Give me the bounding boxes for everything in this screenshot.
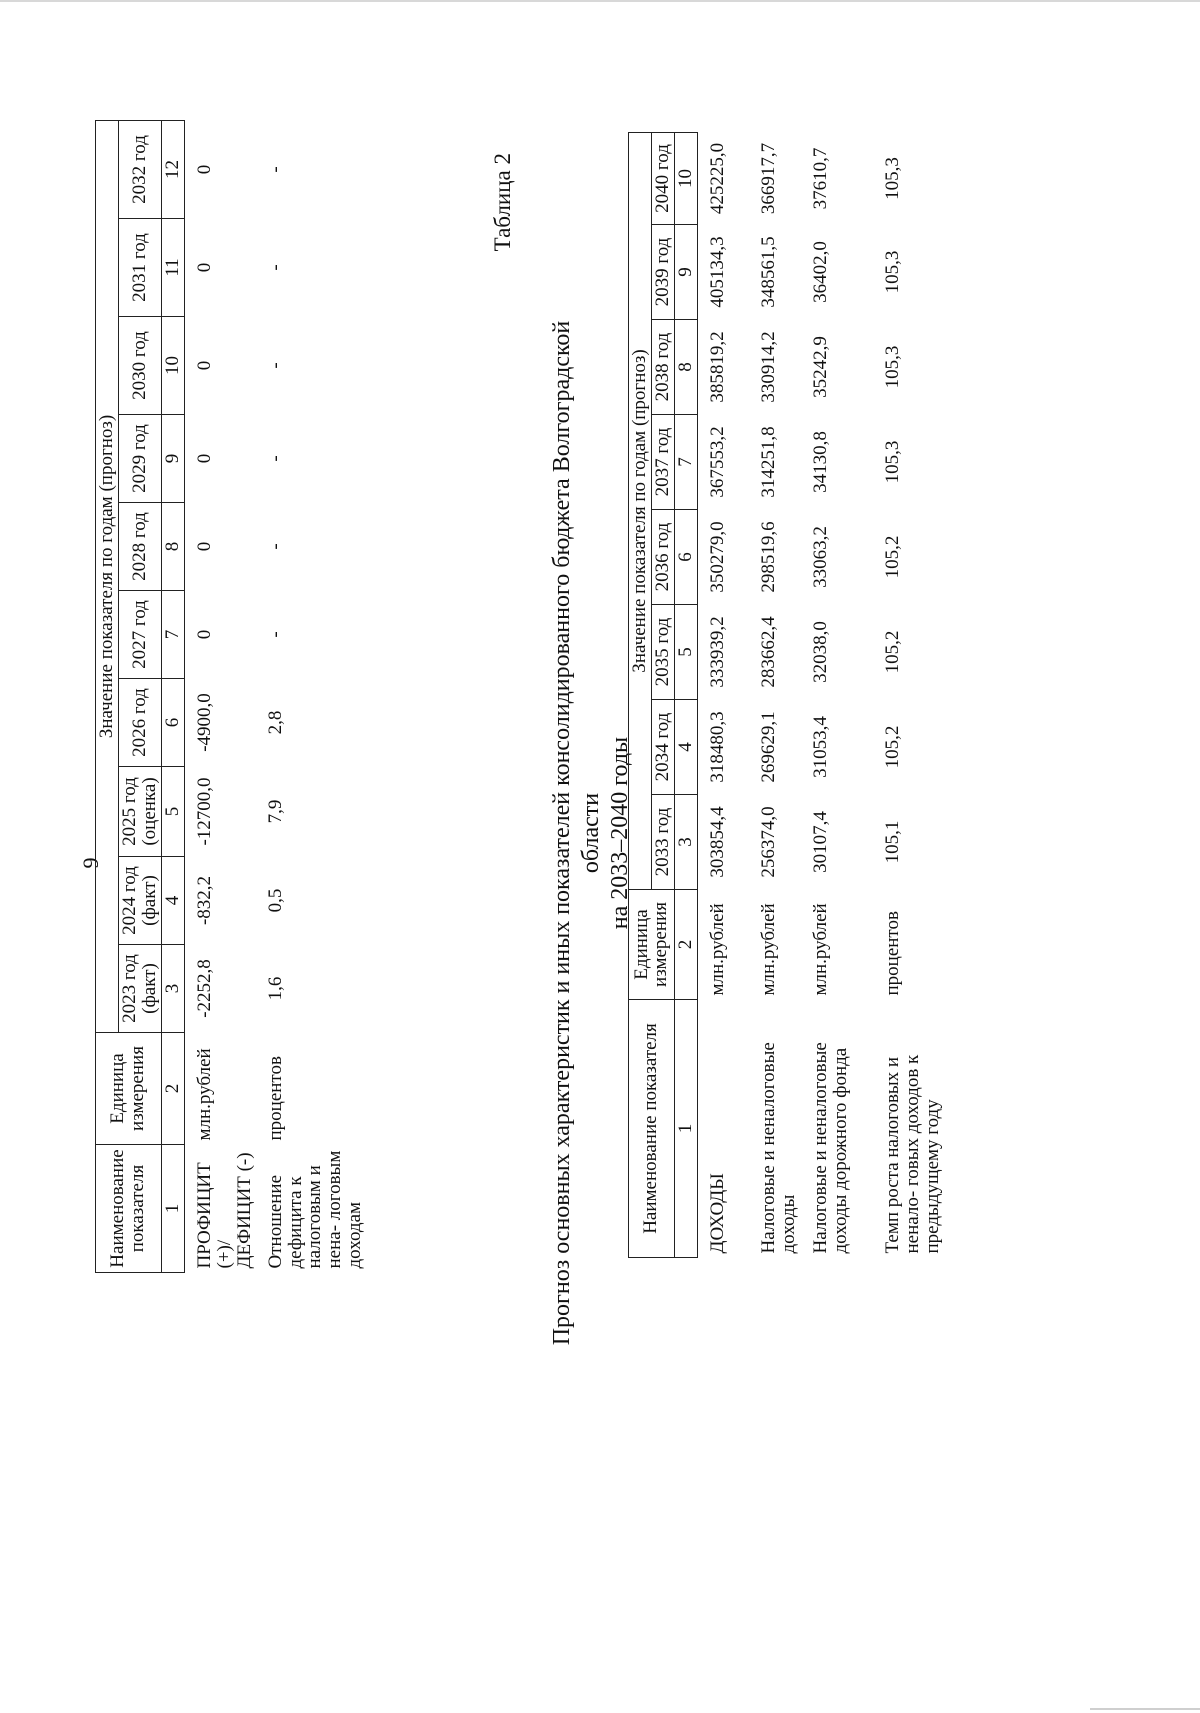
header-year: 2027 год: [118, 591, 161, 679]
table-2023-2032: [95, 120, 366, 1273]
row-unit: млн.рублей: [810, 903, 832, 996]
row-value: 0: [193, 360, 215, 371]
row-value: 367553,2: [706, 426, 728, 498]
row-unit: процентов: [882, 911, 904, 996]
column-number: 4: [161, 857, 184, 945]
row-value: 32038,0: [810, 621, 832, 683]
row-value: 37610,7: [810, 147, 832, 210]
row-value: 105,2: [882, 535, 904, 579]
column-number: 9: [161, 415, 184, 503]
table-column-numbers-row: [674, 132, 697, 1257]
header-year: 2033 год: [651, 795, 674, 890]
header-year: 2035 год: [651, 605, 674, 700]
row-value: 34130,8: [810, 431, 832, 493]
header-year: 2028 год: [118, 503, 161, 591]
row-value: 330914,2: [758, 331, 780, 403]
header-year: 2040 год: [651, 132, 674, 224]
header-year: 2034 год: [651, 700, 674, 795]
row-value: 105,1: [882, 820, 904, 864]
table-row: [749, 132, 801, 1257]
row-value: 36402,0: [810, 241, 832, 303]
column-number: 3: [674, 795, 697, 890]
header-year: 2025 год (оценка): [118, 767, 161, 857]
row-value: 333939,2: [706, 616, 728, 688]
header-year: 2026 год: [118, 679, 161, 767]
column-number: 1: [674, 1000, 697, 1258]
column-number: 10: [161, 317, 184, 415]
row-value: 256374,0: [758, 806, 780, 878]
header-unit-col: Единица измерения: [629, 890, 675, 1000]
row-value: 314251,8: [758, 426, 780, 498]
row-value: 105,2: [882, 725, 904, 769]
row-value: 105,3: [882, 250, 904, 294]
column-number: 10: [674, 132, 697, 224]
section-title-line: Прогноз основных характеристик и иных показателей консолидированного бюджета Волгоградской области: [549, 320, 604, 1346]
row-value: 0: [193, 262, 215, 273]
header-unit-col: Единица измерения: [96, 1033, 162, 1145]
row-value: 366917,7: [758, 142, 780, 215]
row-value: 7,9: [264, 799, 286, 824]
row-value: 298519,6: [758, 521, 780, 593]
header-name-col: Наименование показателя: [96, 1145, 162, 1273]
row-value: -: [264, 264, 286, 271]
table-row: [801, 132, 873, 1257]
row-name: Отношение дефицита к налоговым и нена- логовым доходам: [264, 1150, 366, 1269]
row-unit: млн.рублей: [758, 903, 780, 996]
row-value: 1,6: [264, 976, 286, 1001]
table-label: Таблица 2: [490, 153, 515, 252]
row-value: 2,8: [264, 710, 286, 735]
table-row: [697, 132, 749, 1257]
column-number: 4: [674, 700, 697, 795]
row-value: 105,3: [882, 157, 904, 200]
row-name: Налоговые и неналоговые доходы: [758, 1042, 800, 1254]
header-year: 2039 год: [651, 225, 674, 320]
header-group: Значение показателя по годам (прогноз): [629, 132, 652, 889]
row-value: 105,3: [882, 440, 904, 484]
row-name: ДОХОДЫ: [706, 1173, 728, 1254]
column-number: 2: [674, 890, 697, 1000]
row-value: -: [264, 455, 286, 462]
row-value: 0: [193, 541, 215, 552]
header-year: 2029 год: [118, 415, 161, 503]
table-row: [873, 132, 953, 1257]
column-number: 11: [161, 219, 184, 317]
row-value: -: [264, 543, 286, 550]
row-unit: процентов: [264, 1056, 286, 1141]
row-value: -: [264, 362, 286, 369]
row-value: 33063,2: [810, 526, 832, 588]
table-header-row: [96, 120, 119, 1272]
section-title-line: на 2033–2040 годы: [606, 736, 633, 930]
row-value: 350279,0: [706, 521, 728, 593]
row-value: 283662,4: [758, 616, 780, 688]
row-value: 105,2: [882, 630, 904, 674]
table-header-row: [629, 132, 652, 1257]
header-year: 2030 год: [118, 317, 161, 415]
column-number: 9: [674, 225, 697, 320]
table-row: [256, 120, 367, 1272]
row-value: 31053,4: [810, 716, 832, 778]
row-value: -832,2: [193, 875, 215, 926]
header-year: 2024 год (факт): [118, 857, 161, 945]
column-number: 2: [161, 1033, 184, 1145]
row-unit: млн.рублей: [193, 1048, 215, 1141]
row-value: 30107,4: [810, 811, 832, 873]
row-name: Налоговые и неналоговые доходы дорожного фонда: [810, 1042, 852, 1254]
row-value: -2252,8: [193, 959, 215, 1018]
column-number: 5: [161, 767, 184, 857]
page-number: 9: [78, 857, 103, 869]
column-number: 12: [161, 120, 184, 218]
table-2033-2040: [628, 132, 953, 1258]
row-value: 269629,1: [758, 711, 780, 783]
row-value: 0: [193, 629, 215, 640]
row-value: -: [264, 631, 286, 638]
row-value: 385819,2: [706, 331, 728, 403]
header-year: 2023 год (факт): [118, 945, 161, 1033]
column-number: 6: [161, 679, 184, 767]
row-value: 318480,3: [706, 711, 728, 783]
row-value: -: [264, 166, 286, 173]
header-year: 2038 год: [651, 320, 674, 415]
column-number: 8: [161, 503, 184, 591]
row-value: 0,5: [264, 888, 286, 913]
row-unit: млн.рублей: [706, 903, 728, 996]
row-value: 0: [193, 164, 215, 175]
header-year: 2036 год: [651, 510, 674, 605]
row-value: -12700,0: [193, 777, 215, 846]
column-number: 3: [161, 945, 184, 1033]
row-value: -4900,0: [193, 693, 215, 752]
column-number: 1: [161, 1145, 184, 1273]
table-row: [184, 120, 255, 1272]
row-value: 348561,5: [758, 236, 780, 308]
header-name-col: Наименование показателя: [629, 1000, 675, 1258]
column-number: 7: [674, 415, 697, 510]
header-year: 2032 год: [118, 120, 161, 218]
table-column-numbers-row: [161, 120, 184, 1272]
column-number: 8: [674, 320, 697, 415]
header-year: 2031 год: [118, 219, 161, 317]
row-name: ПРОФИЦИТ (+)/ ДЕФИЦИТ (-): [193, 1152, 255, 1269]
row-value: 405134,3: [706, 236, 728, 308]
row-value: 303854,4: [706, 806, 728, 878]
header-group: Значение показателя по годам (прогноз): [96, 120, 119, 1032]
column-number: 6: [674, 510, 697, 605]
section-title: [548, 293, 634, 1373]
column-number: 5: [674, 605, 697, 700]
header-year: 2037 год: [651, 415, 674, 510]
row-name: Темп роста налоговых и ненало- говых доходов к предыдущему году: [882, 1054, 944, 1254]
row-value: 0: [193, 453, 215, 464]
row-value: 105,3: [882, 345, 904, 389]
column-number: 7: [161, 591, 184, 679]
row-value: 425225,0: [706, 142, 728, 215]
row-value: 35242,9: [810, 336, 832, 398]
